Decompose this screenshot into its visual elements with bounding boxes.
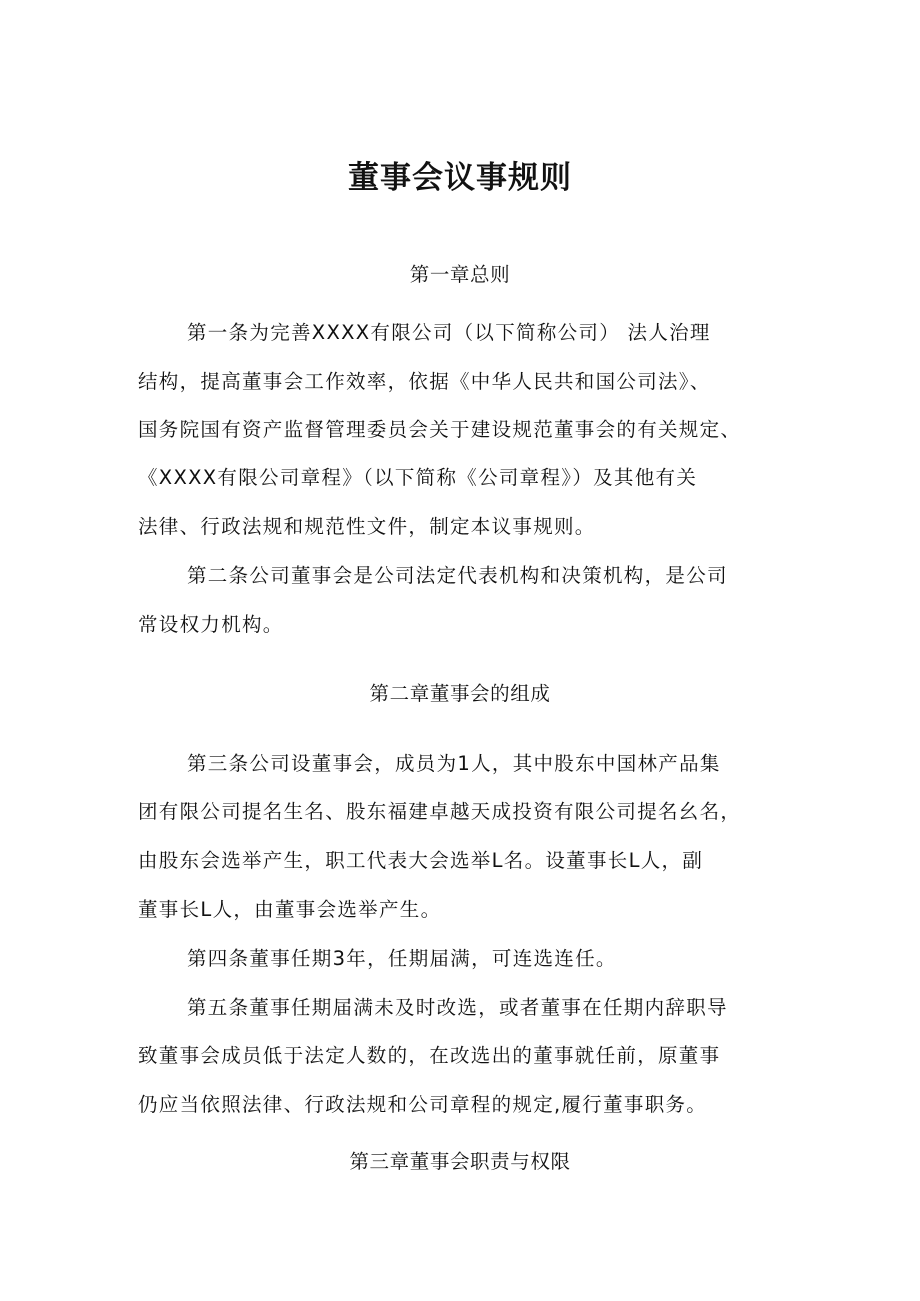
article-3-line-1: 第三条公司设董事会，成员为1人，其中股东中国林产品集 [187,752,721,775]
article-5-line-1: 第五条董事任期届满未及时改选，或者董事在任期内辞职导 [187,996,728,1019]
article-1-line-1: 第一条为完善XXXX有限公司（以下简称公司） 法人治理 [187,321,711,344]
chapter-3-heading: 第三章董事会职责与权限 [349,1150,571,1173]
article-2-line-1: 第二条公司董事会是公司法定代表机构和决策机构，是公司 [187,564,728,587]
article-1-line-5: 法律、行政法规和规范性文件，制定本议事规则。 [138,515,596,538]
article-1-line-4: 《XXXX有限公司章程》（以下简称《公司章程》）及其他有关 [138,466,698,489]
article-3-line-2: 团有限公司提名生名、股东福建卓越天成投资有限公司提名幺名， [138,800,742,823]
article-2-line-2: 常设权力机构。 [138,613,284,636]
article-1-line-3: 国务院国有资产监督管理委员会关于建设规范董事会的有关规定、 [138,418,742,441]
document-title: 董事会议事规则 [348,160,572,196]
article-5-line-3: 仍应当依照法律、行政法规和公司章程的规定,履行董事职务。 [138,1093,708,1116]
article-4-line-1: 第四条董事任期3年，任期届满，可连选连任。 [187,947,617,970]
chapter-1-heading: 第一章总则 [409,263,511,286]
article-1-line-2: 结构，提高董事会工作效率，依据《中华人民共和国公司法》、 [138,370,711,393]
article-5-line-2: 致董事会成员低于法定人数的，在改选出的董事就任前，原董事 [138,1044,721,1067]
article-3-line-4: 董事长L人，由董事会选举产生。 [138,898,442,921]
article-3-line-3: 由股东会选举产生，职工代表大会选举L名。设董事长L人，副 [138,849,704,872]
chapter-2-heading: 第二章董事会的组成 [369,682,551,705]
